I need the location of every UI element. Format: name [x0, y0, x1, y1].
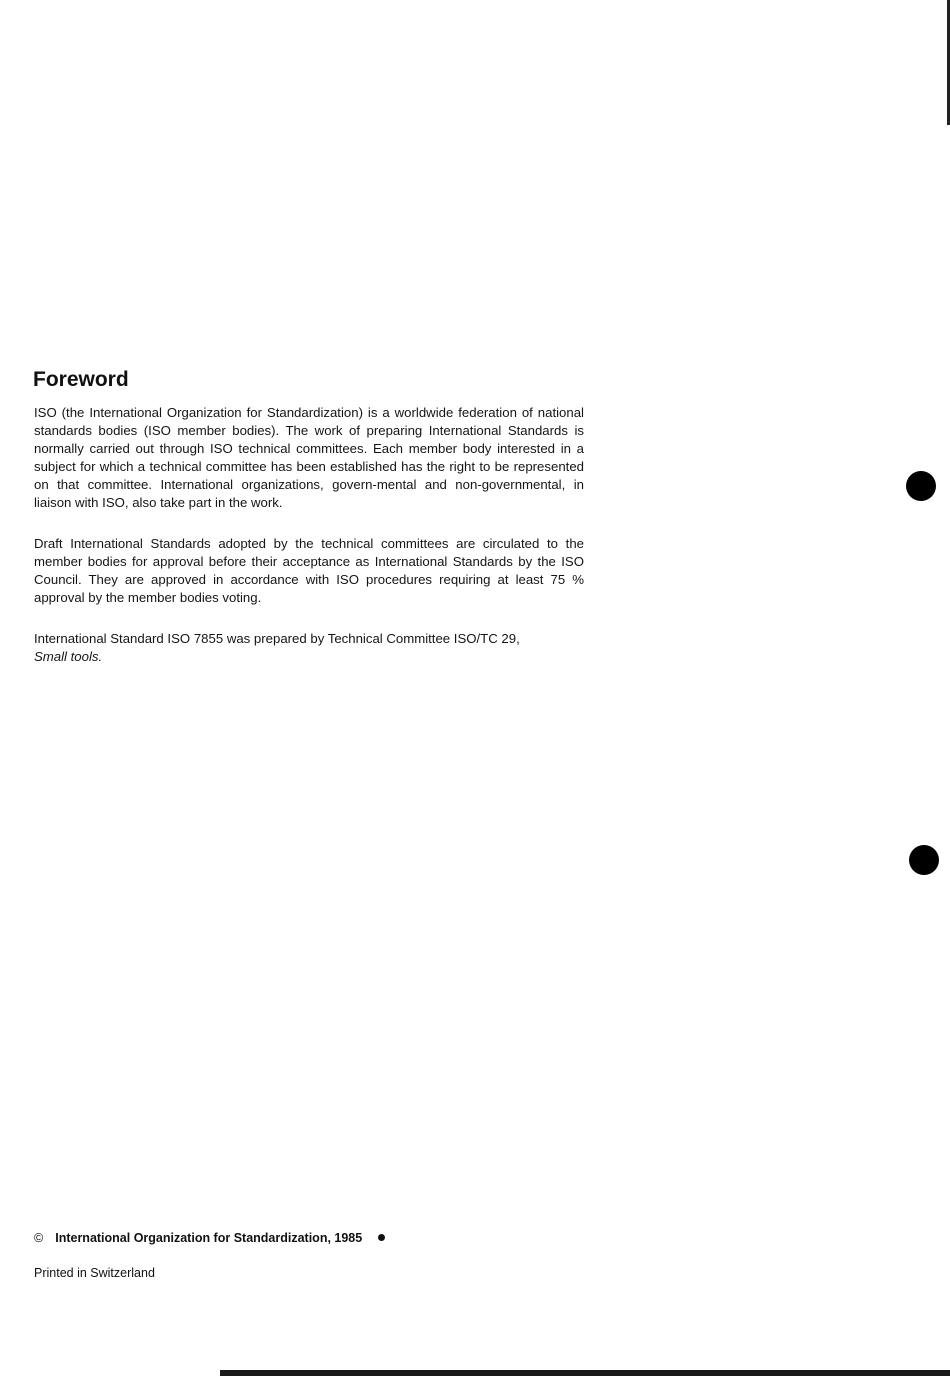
printed-in-line: Printed in Switzerland	[34, 1266, 155, 1280]
foreword-paragraph-3	[34, 630, 584, 666]
punch-hole-bottom	[909, 845, 939, 875]
copyright-symbol: ©	[34, 1231, 44, 1245]
foreword-paragraph-1: ISO (the International Organization for Standardization) is a worldwide federation of national standards bodies (ISO member bodies). The work of preparing International Standards is normally carried out through ISO technical committees. Each member body interested in a subject for which a technical committee has been established has the right to be represented on that committee. International organizations, govern-mental and non-governmental, in liaison with ISO, also take part in the work.	[34, 405, 584, 510]
copyright-text: International Organization for Standardization, 1985	[55, 1231, 363, 1245]
bullet-icon	[378, 1234, 385, 1241]
punch-hole-top	[906, 471, 936, 501]
scan-edge-bottom	[220, 1370, 950, 1376]
committee-statement: International Standard ISO 7855 was prepared by Technical Committee ISO/TC 29,	[34, 631, 520, 646]
foreword-heading: Foreword	[33, 368, 129, 391]
foreword-paragraph-2: Draft International Standards adopted by the technical committees are circulated to the member bodies for approval before their acceptance as International Standards by the ISO Council. They are approved in accordance with ISO procedures requiring at least 75 % approval by the member bodies voting.	[34, 536, 584, 605]
copyright-line	[34, 1231, 385, 1245]
committee-title: Small tools.	[34, 649, 103, 664]
